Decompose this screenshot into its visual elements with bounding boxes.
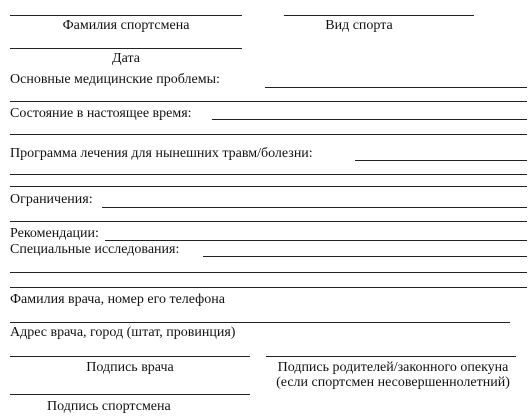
athlete-surname-label: Фамилия спортсмена xyxy=(62,18,190,33)
treatment-program-line-3[interactable] xyxy=(10,186,527,187)
date-label: Дата xyxy=(112,51,140,66)
restrictions-line-1[interactable] xyxy=(102,207,527,208)
special-exams-line-1[interactable] xyxy=(203,256,527,257)
recommendations-line-1[interactable] xyxy=(105,240,527,241)
medical-problems-label: Основные медицинские проблемы: xyxy=(10,72,220,87)
sport-label: Вид спорта xyxy=(325,18,393,33)
doctor-address-label: Адрес врача, город (штат, провинция) xyxy=(10,325,236,340)
treatment-program-line-2[interactable] xyxy=(10,174,527,175)
parents-signature-line[interactable] xyxy=(266,356,516,357)
date-line[interactable] xyxy=(10,48,242,49)
parents-signature-label: Подпись родителей/законного опекуна xyxy=(277,360,509,375)
doctor-signature-label: Подпись врача xyxy=(86,360,174,375)
doctor-name-phone-line[interactable] xyxy=(10,322,510,323)
special-exams-label: Специальные исследования: xyxy=(10,242,180,257)
athlete-signature-line[interactable] xyxy=(10,394,250,395)
special-exams-line-2[interactable] xyxy=(10,272,527,273)
treatment-program-line-1[interactable] xyxy=(355,160,527,161)
treatment-program-label: Программа лечения для нынешних травм/болезни: xyxy=(10,146,313,161)
restrictions-label: Ограничения: xyxy=(10,192,93,207)
current-state-line-2[interactable] xyxy=(10,134,527,135)
medical-problems-line-1[interactable] xyxy=(265,87,527,88)
athlete-signature-label: Подпись спортсмена xyxy=(47,399,171,414)
athlete-surname-line[interactable] xyxy=(10,15,242,16)
medical-problems-line-2[interactable] xyxy=(10,101,527,102)
doctor-name-phone-label: Фамилия врача, номер его телефона xyxy=(10,292,225,307)
restrictions-line-2[interactable] xyxy=(10,221,527,222)
special-exams-line-3[interactable] xyxy=(10,287,527,288)
recommendations-label: Рекомендации: xyxy=(10,226,99,241)
current-state-line-1[interactable] xyxy=(212,119,527,120)
doctor-signature-line[interactable] xyxy=(10,356,250,357)
parents-signature-note: (если спортсмен несовершеннолетний) xyxy=(276,375,510,390)
sport-line[interactable] xyxy=(284,15,474,16)
current-state-label: Состояние в настоящее время: xyxy=(10,106,192,121)
